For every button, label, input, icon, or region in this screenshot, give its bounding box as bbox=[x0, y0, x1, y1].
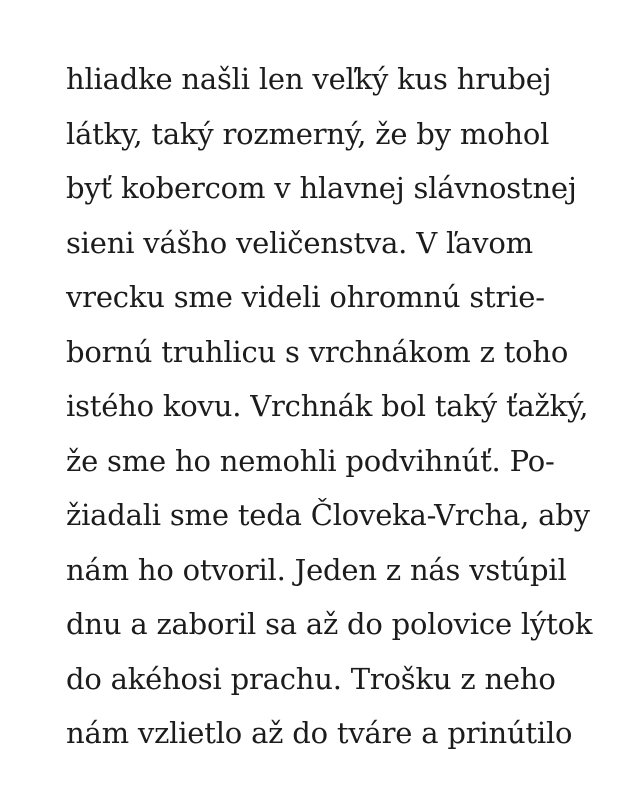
text-line: bornú truhlicu s vrchnákom z toho bbox=[66, 334, 569, 369]
body-text bbox=[66, 52, 593, 761]
text-line: dnu a zaboril sa až do polovice lýtok bbox=[66, 607, 593, 641]
text-line: byť kobercom v hlavnej slávnostnej bbox=[66, 171, 577, 205]
text-line: nám ho otvoril. Jeden z nás vstúpil bbox=[66, 552, 567, 587]
text-line: vrecku sme videli ohromnú strie- bbox=[66, 280, 545, 314]
text-line: do akéhosi prachu. Trošku z neho bbox=[66, 661, 556, 696]
text-line: látky, taký rozmerný, že by mohol bbox=[66, 116, 550, 151]
text-line: nám vzlietlo až do tváre a prinútilo bbox=[66, 716, 573, 750]
text-line: istého kovu. Vrchnák bol taký ťažký, bbox=[66, 389, 589, 423]
text-line: hliadke našli len veľký kus hrubej bbox=[66, 62, 552, 96]
text-line: žiadali sme teda Človeka-Vrcha, aby bbox=[66, 498, 590, 532]
text-line: sieni vášho veličenstva. V ľavom bbox=[66, 225, 533, 260]
text-line: že sme ho nemohli podvihnúť. Po- bbox=[66, 443, 555, 478]
